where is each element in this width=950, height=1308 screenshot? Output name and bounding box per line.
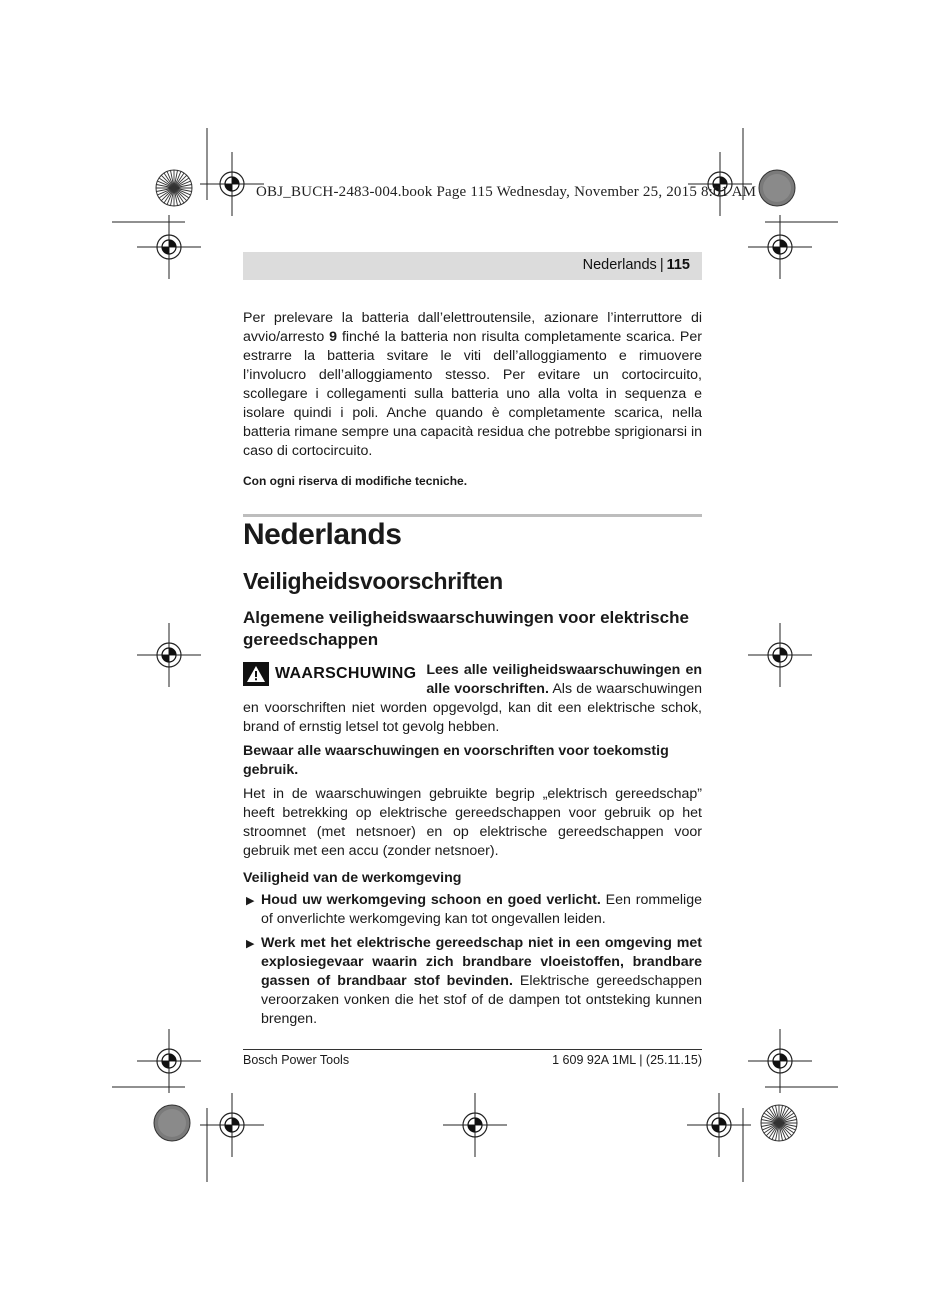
- italian-section: [243, 309, 702, 489]
- subsubsection-title: Algemene veiligheidswaarschuwingen voor elektrische gereedschappen: [243, 608, 689, 649]
- list-item-text: Een rommelige of onverlichte werkomgeving kan tot ongevallen leiden.: [261, 892, 702, 927]
- section-title: Nederlands: [243, 518, 402, 551]
- header-text: [583, 257, 690, 273]
- warning-plain-text: Als de waarschuwingen en voorschriften niet worden opgevolgd, kan dit een elektrische schok, brand of ernstig letsel tot gevolg hebben.: [243, 681, 702, 735]
- work-area-list: [243, 891, 702, 1029]
- subsection-title: Veiligheidsvoorschriften: [243, 568, 503, 594]
- list-item-bold: Werk met het elektrische gereedschap niet in een omgeving met explosiegevaar waarin zich brandbare vloeistoffen, brandbare gassen of brandbaar stof bevinden.: [261, 935, 702, 989]
- page-header: [243, 252, 702, 280]
- list-item-text: Elektrische gereedschappen veroorzaken vonken die het stof of de dampen tot ontsteking kunnen brengen.: [261, 973, 702, 1027]
- bullet-arrow-icon: ▶: [246, 938, 255, 950]
- warning-badge: [243, 662, 416, 686]
- warning-label: WAARSCHUWING: [275, 665, 417, 682]
- italian-paragraph-part-1: Per prelevare la batteria dall’elettroutensile, azionare l’interruttore di avvio/arresto: [243, 310, 702, 345]
- warning-icon: [243, 662, 269, 686]
- list-item: [243, 891, 702, 929]
- page-number: 115: [666, 257, 690, 273]
- italian-paragraph-part-2: finché la batteria non risulta completamente scarica. Per estrarre la batteria svitare le viti dell’alloggiamento e rimuovere l’involucro dell’alloggiamento stesso. Per evitare un cortocircuito, scollegare i collegamenti sulla batteria uno alla volta in sequenza e isolare quindi i poli. Anche quando è completamente scarica, nella batteria rimane sempre una capacità residua che potrebbe sprigionarsi in caso di cortocircuito.: [243, 329, 702, 459]
- print-info-line: OBJ_BUCH-2483-004.book Page 115 Wednesday, November 25, 2015 8:01 AM: [256, 184, 757, 200]
- warning-bold-text: Lees alle veiligheidswaarschuwingen en alle voorschriften.: [426, 662, 702, 697]
- warning-block: [243, 661, 702, 737]
- definition-paragraph: Het in de waarschuwingen gebruikte begrip „elektrisch gereedschap” heeft betrekking op elektrische gereedschappen voor gebruik op het stroomnet (met netsnoer) en op elektrische gereedschappen voor gebruik met een accu (zonder netsnoer).: [243, 786, 702, 859]
- work-area-heading: Veiligheid van de werkomgeving: [243, 870, 462, 886]
- list-item: [243, 934, 702, 1029]
- keep-instructions: Bewaar alle waarschuwingen en voorschriften voor toekomstig gebruik.: [243, 743, 669, 778]
- bullet-arrow-icon: ▶: [246, 895, 255, 907]
- italian-note: Con ogni riserva di modifiche tecniche.: [243, 474, 468, 488]
- italian-paragraph-ref-number: 9: [329, 329, 338, 345]
- list-item-bold: Houd uw werkomgeving schoon en goed verlicht.: [261, 892, 601, 908]
- header-separator: |: [659, 257, 664, 273]
- footer-right: 1 609 92A 1ML | (25.11.15): [552, 1053, 702, 1067]
- italian-paragraph: [243, 309, 702, 461]
- header-language: Nederlands: [582, 257, 657, 273]
- dutch-section: [243, 517, 702, 1034]
- footer-rule: [243, 1049, 702, 1050]
- footer-left: Bosch Power Tools: [243, 1053, 350, 1067]
